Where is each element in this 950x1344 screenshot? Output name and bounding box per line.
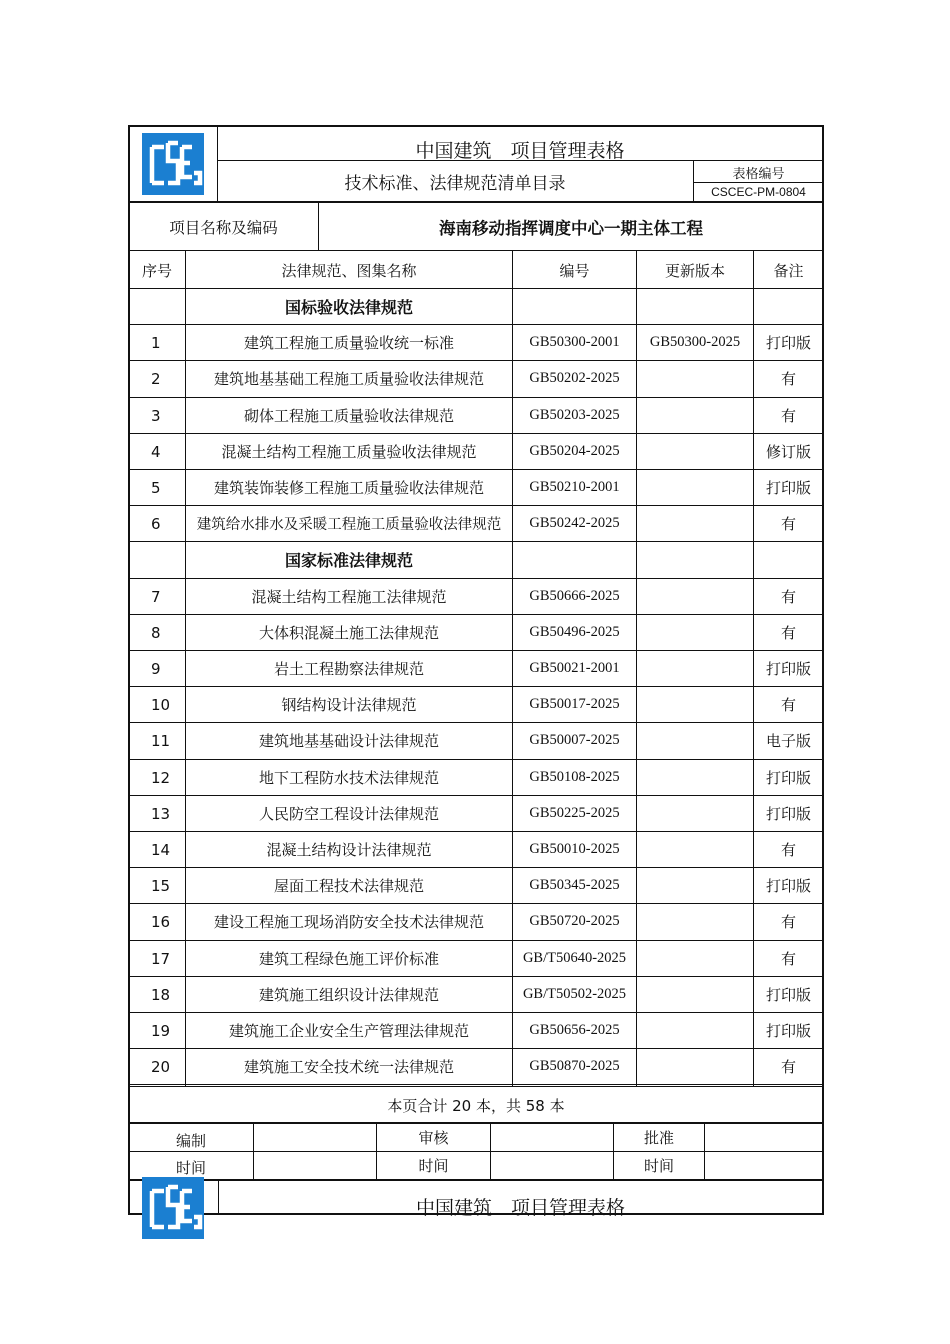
col-name: 法律规范、图集名称 — [281, 261, 417, 280]
review-time-label: 时间 — [418, 1157, 449, 1175]
row-no: 14 — [151, 840, 171, 859]
row-name: 建筑施工安全技术统一法律规范 — [243, 1058, 454, 1076]
row-code: GB50242-2025 — [529, 515, 620, 531]
row-no: 3 — [151, 406, 161, 425]
row-code: GB/T50502-2025 — [522, 986, 627, 1002]
row-name: 建筑给水排水及采暖工程施工质量验收法律规范 — [196, 517, 502, 533]
row-code: GB50225-2025 — [529, 805, 620, 821]
project-name: 海南移动指挥调度中心一期主体工程 — [439, 218, 703, 238]
row-update — [637, 398, 753, 433]
row-name: 混凝土结构设计法律规范 — [266, 841, 432, 859]
row-update — [637, 615, 753, 650]
row-code: GB50010-2025 — [529, 841, 620, 857]
row-update — [637, 904, 753, 939]
row-update — [637, 579, 753, 614]
row-note: 有 — [780, 624, 796, 642]
row-name: 钢结构设计法律规范 — [281, 696, 417, 714]
row-name: 岩土工程勘察法律规范 — [273, 660, 424, 678]
col-update: 更新版本 — [664, 261, 725, 280]
row-update — [637, 1049, 753, 1084]
row-no: 19 — [151, 1021, 171, 1040]
row-update — [637, 977, 753, 1012]
row-note: 修订版 — [765, 443, 811, 461]
approve-label: 批准 — [643, 1129, 674, 1147]
row-note: 有 — [780, 407, 796, 425]
row-note: 打印版 — [765, 334, 811, 352]
col-no: 序号 — [141, 261, 172, 280]
row-code: GB/T50640-2025 — [522, 950, 627, 966]
row-update — [637, 832, 753, 867]
row-note: 打印版 — [765, 479, 811, 497]
col-note: 备注 — [773, 261, 804, 280]
row-update — [637, 361, 753, 396]
row-note: 打印版 — [765, 805, 811, 823]
row-code: GB50210-2001 — [529, 479, 620, 495]
row-no: 4 — [151, 442, 161, 461]
row-note: 电子版 — [765, 732, 811, 750]
form-number-label: 表格编号 — [732, 166, 785, 182]
cscec-logo-mark-next — [142, 1177, 204, 1239]
row-no: 17 — [151, 949, 171, 968]
row-no: 13 — [151, 804, 171, 823]
row-code: GB50656-2025 — [529, 1022, 620, 1038]
row-code: GB50007-2025 — [529, 732, 620, 748]
row-code: GB50720-2025 — [529, 913, 620, 929]
row-name: 大体积混凝土施工法律规范 — [258, 624, 439, 642]
row-no: 16 — [151, 912, 171, 931]
row-name: 建筑地基基础工程施工质量验收法律规范 — [213, 370, 484, 388]
row-name: 建筑装饰装修工程施工质量验收法律规范 — [213, 479, 484, 497]
row-name: 地下工程防水技术法律规范 — [258, 769, 439, 787]
row-no: 11 — [151, 731, 171, 750]
row-no: 1 — [151, 333, 161, 352]
company-title: 中国建筑 项目管理表格 — [415, 139, 625, 162]
row-no: 2 — [151, 369, 161, 388]
row-code: GB50204-2025 — [529, 443, 620, 459]
row-update — [637, 506, 753, 541]
form-number: CSCEC-PM-0804 — [711, 185, 806, 199]
row-name: 人民防空工程设计法律规范 — [258, 805, 439, 823]
row-note: 打印版 — [765, 986, 811, 1004]
row-note: 打印版 — [765, 660, 811, 678]
page-summary: 本页合计 20 本，共 58 本 — [387, 1096, 565, 1115]
row-update — [637, 470, 753, 505]
row-update — [637, 651, 753, 686]
row-name: 屋面工程技术法律规范 — [273, 877, 424, 895]
col-code: 编号 — [559, 261, 590, 280]
row-update — [637, 796, 753, 831]
row-update — [637, 760, 753, 795]
row-name: 建筑施工企业安全生产管理法律规范 — [228, 1022, 469, 1040]
row-update: GB50300-2025 — [649, 334, 741, 350]
row-no: 5 — [151, 478, 161, 497]
compile-label: 编制 — [175, 1131, 206, 1150]
row-code: GB50202-2025 — [529, 370, 620, 386]
row-note: 有 — [780, 515, 796, 533]
row-name: 混凝土结构工程施工法律规范 — [251, 588, 447, 606]
section-title: 国家标准法律规范 — [284, 551, 413, 570]
row-name: 建设工程施工现场消防安全技术法律规范 — [213, 913, 484, 931]
row-no: 7 — [151, 587, 161, 606]
row-name: 建筑地基基础设计法律规范 — [258, 732, 439, 750]
row-no: 12 — [151, 768, 171, 787]
row-note: 有 — [780, 696, 796, 714]
row-update — [637, 1013, 753, 1048]
next-page-title: 中国建筑 项目管理表格 — [415, 1196, 625, 1219]
row-code: GB50017-2025 — [529, 696, 620, 712]
row-code: GB50203-2025 — [529, 407, 620, 423]
row-code: GB50345-2025 — [529, 877, 620, 893]
row-no: 18 — [151, 985, 171, 1004]
row-note: 打印版 — [765, 1022, 811, 1040]
cscec-logo-mark — [142, 133, 204, 195]
row-no: 10 — [151, 695, 171, 714]
section-title: 国标验收法律规范 — [284, 298, 413, 317]
row-update — [637, 687, 753, 722]
row-code: GB50300-2001 — [529, 334, 620, 350]
row-code: GB50108-2025 — [529, 769, 620, 785]
review-label: 审核 — [418, 1129, 449, 1147]
row-update — [637, 868, 753, 903]
row-code: GB50021-2001 — [529, 660, 620, 676]
row-no: 20 — [151, 1057, 171, 1076]
row-note: 有 — [780, 370, 796, 388]
row-code: GB50496-2025 — [529, 624, 620, 640]
row-code: GB50870-2025 — [529, 1058, 620, 1074]
cscec-logo-next-page — [142, 1177, 204, 1239]
row-name: 建筑工程施工质量验收统一标准 — [243, 334, 454, 352]
row-update — [637, 434, 753, 469]
form-title: 技术标准、法律规范清单目录 — [344, 173, 566, 194]
row-note: 打印版 — [765, 769, 811, 787]
row-note: 有 — [780, 588, 796, 606]
row-no: 9 — [151, 659, 161, 678]
row-name: 混凝土结构工程施工质量验收法律规范 — [221, 443, 477, 461]
cscec-logo — [142, 133, 204, 195]
row-note: 有 — [780, 913, 796, 931]
row-note: 有 — [780, 950, 796, 968]
row-name: 建筑施工组织设计法律规范 — [258, 986, 439, 1004]
row-no: 8 — [151, 623, 161, 642]
row-update — [637, 941, 753, 976]
row-note: 打印版 — [765, 877, 811, 895]
row-name: 建筑工程绿色施工评价标准 — [258, 950, 439, 968]
compile-time-label: 时间 — [175, 1159, 206, 1177]
row-name: 砌体工程施工质量验收法律规范 — [243, 407, 454, 425]
approve-time-label: 时间 — [643, 1157, 674, 1175]
row-note: 有 — [780, 841, 796, 859]
row-note: 有 — [780, 1058, 796, 1076]
row-code: GB50666-2025 — [529, 588, 620, 604]
row-no: 15 — [151, 876, 171, 895]
row-no: 6 — [151, 514, 161, 533]
row-update — [637, 723, 753, 758]
project-label: 项目名称及编码 — [169, 218, 278, 237]
